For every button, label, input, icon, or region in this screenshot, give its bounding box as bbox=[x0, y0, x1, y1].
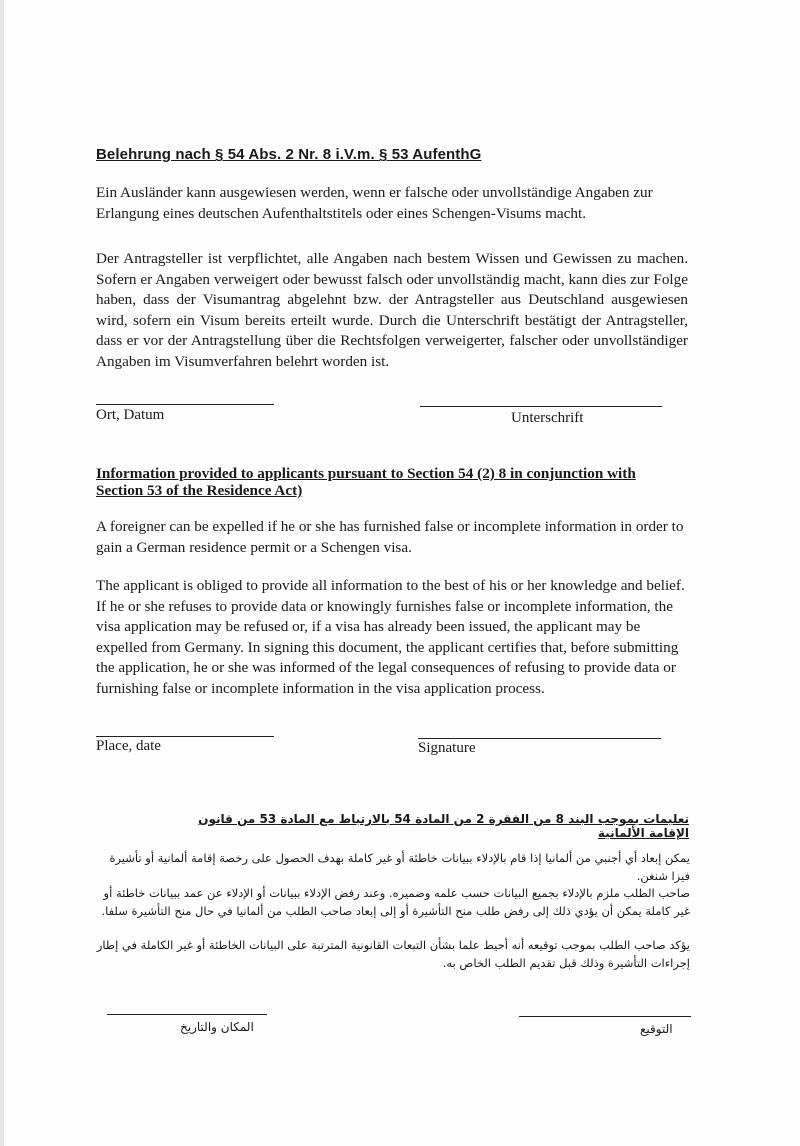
german-paragraph-2: Der Antragsteller ist verpflichtet, alle Angaben nach bestem Wissen und Gewissen zu machen. Sofern er Angaben verweigert oder bewusst falsch oder unvollständig macht, kann dies zur Folge haben, dass der Visumantrag abgelehnt bzw. der Antragsteller aus Deutschland ausgewiesen wird, sofern ein Visum bereits erteilt wurde. Durch die Unterschrift bestätigt der Antragsteller, dass er vor der Antragstellung über die Rechtsfolgen verweigerter, falscher oder unvollständiger Angaben im Visumverfahren belehrt worden ist. bbox=[96, 250, 688, 370]
english-signature-label: Signature bbox=[418, 740, 476, 756]
german-heading: Belehrung nach § 54 Abs. 2 Nr. 8 i.V.m. § 53 AufenthG bbox=[96, 146, 482, 163]
arabic-signature-label: التوقيع bbox=[640, 1022, 673, 1036]
english-paragraph-1: A foreigner can be expelled if he or she has furnished false or incomplete information in order to gain a German residence permit or a Schengen visa. bbox=[96, 518, 684, 556]
arabic-heading: تعليمات بموجب البند 8 من الفقرة 2 من المادة 54 بالارتباط مع المادة 53 من قانون الإقامة الألمانية bbox=[198, 812, 689, 840]
arabic-place-date-label: المكان والتاريخ bbox=[180, 1020, 254, 1034]
arabic-paragraph-3: يؤكد صاحب الطلب بموجب توقيعه أنه أحيط علما بشأن التبعات القانونية المترتبة على البيانات الخاطئة أو غير الكاملة في إطار إجراءات التأشيرة وذلك قبل تقديم الطلب الخاص به. bbox=[96, 938, 690, 970]
scan-edge-shadow bbox=[0, 0, 4, 1146]
german-signature-label: Unterschrift bbox=[511, 410, 584, 426]
german-place-date-label: Ort, Datum bbox=[96, 407, 165, 423]
german-signature-line bbox=[420, 406, 662, 407]
arabic-signature-line bbox=[519, 1016, 691, 1017]
arabic-paragraph-2: صاحب الطلب ملزم بالإدلاء بجميع البيانات حسب علمه وضميره. وعند رفض الإدلاء ببيانات أو الإدلاء عن عمد ببيانات خاطئة أو غير كاملة يمكن أن يؤدي ذلك إلى رفض طلب منح التأشيرة أو إلى إبعاد صاحب الطلب من ألمانيا في حال منح التأشيرة سلفا. bbox=[101, 886, 690, 918]
english-signature-line bbox=[418, 738, 661, 739]
english-paragraph-2: The applicant is obliged to provide all information to the best of his or her knowledge and belief. If he or she refuses to provide data or knowingly furnishes false or incomplete information, the visa application may be refused or, if a visa has already been issued, the applicant may be expelled from Germany. In signing this document, the applicant certifies that, before submitting the application, he or she was informed of the legal consequences of refusing to provide data or furnishing false or incomplete information in the visa application process. bbox=[96, 577, 685, 697]
german-paragraph-1: Ein Ausländer kann ausgewiesen werden, wenn er falsche oder unvollständige Angaben zur Erlangung eines deutschen Aufenthaltstitels oder eines Schengen-Visums macht. bbox=[96, 184, 653, 222]
english-place-date-label: Place, date bbox=[96, 738, 161, 754]
english-place-date-line bbox=[96, 736, 274, 737]
german-place-date-line bbox=[96, 404, 274, 405]
arabic-paragraph-1: يمكن إبعاد أي أجنبي من ألمانيا إذا قام بالإدلاء ببيانات خاطئة أو غير كاملة بهدف الحصول على رخصة إقامة ألمانية أو تأشيرة فيزا شنغن. bbox=[109, 851, 690, 883]
english-heading: Information provided to applicants pursuant to Section 54 (2) 8 in conjunction with Section 53 of the Residence Act) bbox=[96, 465, 636, 499]
arabic-place-date-line bbox=[107, 1014, 267, 1015]
